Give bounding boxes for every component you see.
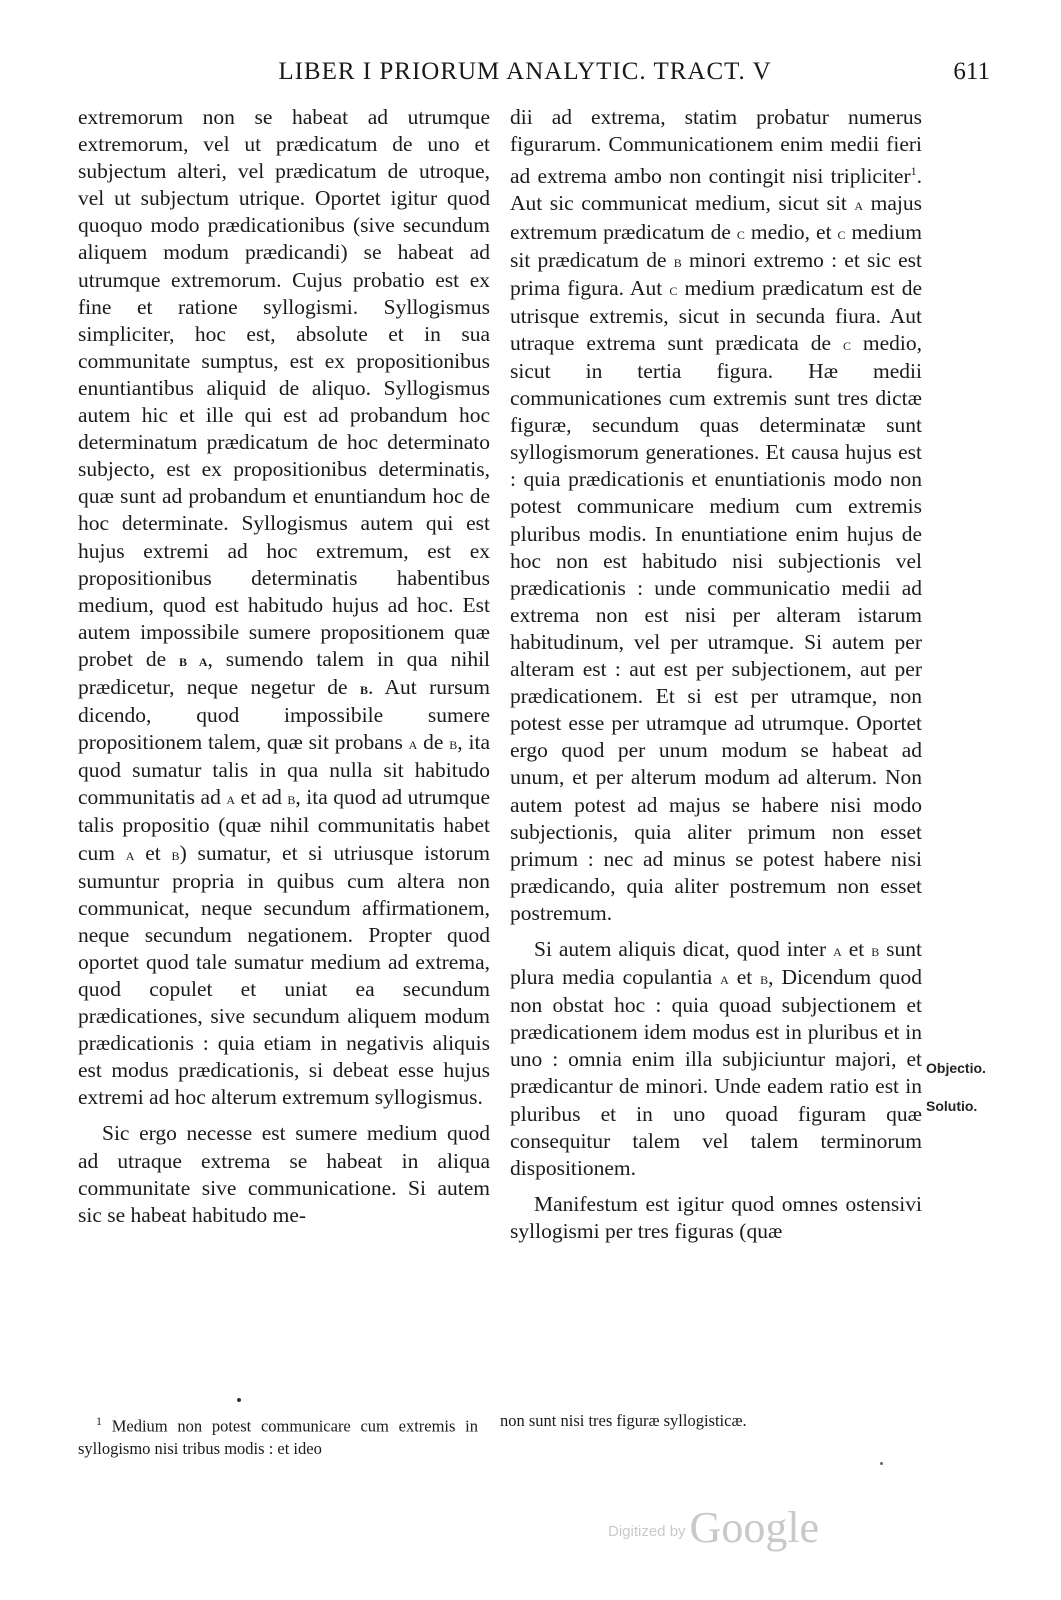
right-paragraph-1: dii ad extrema, statim probatur numerus figurarum. Communicationem enim medii fieri ad extrema ambo non contingit nisi tripliciter$^1$. Aut sic communicat medium, sicut sit a majus extremum prædicatum de c medio, et c medium sit prædicatum de b minori extremo : et sic est prima figura. Aut c medium prædicatum est de utrisque extremis, sicut in secunda fiura. Aut utraque extrema sunt prædicata de c medio, sicut in tertia figura. Hæ medii communicationes cum extremis sunt tres dictæ figuræ, secundum quas determinatæ sunt syllogismorum generationes. Et causa hujus est : quia prædicationis et enuntiationis modo non potest communicare medium cum extremis pluribus modis. In enuntiatione enim hujus de hoc non est habitudo nisi subjectionis vel prædicationis : unde communicatio medii ad extrema non est nisi per alteram istarum habitudinum, vel per utramque. Si autem per alteram est : aut est per subjectionem, aut per prædicationem. Et si est per utramque, non potest esse per utramque ad utrumque. Oportet ergo quod per unum modum se habeat ad unum, et per alterum modum ad alterum. Non autem potest ad majus se habere nisi modo subjectionis, quia aliter primum non esset primum : nec ad minus se potest habere nisi prædicando, quia aliter postremum non esset postremum. xyxy=(510,105,922,925)
footnote-mark: 1 xyxy=(96,1414,102,1428)
left-paragraph-2: Sic ergo necesse est sumere medium quod ad utraque extrema se habeat in aliqua communitate sive communicatione. Si autem sic se habeat habitudo me- xyxy=(78,1121,490,1227)
running-head: LIBER I PRIORUM ANALYTIC. TRACT. V xyxy=(278,58,772,85)
footnote-reference: 1 xyxy=(910,164,917,179)
ink-speck xyxy=(880,1462,883,1465)
right-paragraph-3: Manifestum est igitur quod omnes ostensivi syllogismi per tres figuras (quæ xyxy=(510,1191,922,1243)
footnote-separator-dot xyxy=(237,1398,241,1402)
left-paragraph-1: extremorum non se habeat ad utrumque extremorum, vel ut prædicatum de uno et subjectum alteri, vel prædicatum de utroque, vel ut subjectum utrique. Oportet igitur quod quoquo modo prædicationibus (sive secundum aliquem modum prædicandi) se habeat ad utrumque extremorum. Cujus probatio est ex fine et ratione syllogismi. Syllogismus simpliciter, hoc est, absolute et in sua communitate sumptus, est ex propositionibus enuntiantibus aliquid de aliquo. Syllogismus autem hic et ille qui est ad probandum hoc determinatum prædicatum de hoc determinato subjecto, est ex propositionibus determinatis, quæ sunt ad probandum et enuntiandum hoc de hoc determinate. Syllogismus autem qui est hujus extremi ad hoc extremum, est ex propositionibus determinatis habentibus medium, quod est habitudo hujus ad hoc. Est autem impossibile sumere propositionem quæ probet de b a, sumendo talem in qua nihil prædicetur, neque negetur de b. Aut rursum dicendo, quod impossibile sumere propositionem talem, quæ sit probans a de b, ita quod sumatur talis in qua nulla sit habitudo communitatis ad a et ad b, ita quod ad utrumque talis propositio (quæ nihil communitatis habet cum a et b) sumatur, et si utriusque istorum sumuntur propria in quibus cum altera non communicat, neque secundum affirmationem, neque secundum negationem. Propter quod oportet quod tale sumatur medium ad extrema, quod copulet et uniat ea secundum prædicationes, sive secundum aliquem modum prædicationis : quia etiam in negativis aliquis est modus prædicationis, si debeat esse hujus extremi ad hoc alterum extremum syllogismus. xyxy=(78,105,491,1110)
left-column xyxy=(78,104,490,1229)
marginal-note-objectio: Objectio. xyxy=(926,1060,986,1076)
marginal-note-solutio: Solutio. xyxy=(926,1098,978,1114)
right-paragraph-2: Si autem aliquis dicat, quod inter a et b sunt plura media copulantia a et b, Dicendum quod non obstat hoc : quia quoad subjectionem et prædicationem idem modus est in pluribus et in uno : omnia enim illa subjiciuntur majori, et prædicantur de minori. Unde eadem ratio est in pluribus et in uno quoad figuram quæ consequitur talem vel talem terminorum dispositionem. xyxy=(510,936,922,1180)
footnote-left: $^1$ Medium non potest communicare cum extremis in syllogismo nisi tribus modis : et ideo xyxy=(78,1414,478,1458)
google-logo: Google xyxy=(689,1503,820,1552)
digitization-watermark xyxy=(608,1502,819,1553)
right-column xyxy=(510,104,922,1245)
page-number: 611 xyxy=(953,58,990,85)
footnote-right: non sunt nisi tres figuræ syllogisticæ. xyxy=(500,1411,747,1430)
watermark-prefix: Digitized by xyxy=(608,1523,686,1540)
